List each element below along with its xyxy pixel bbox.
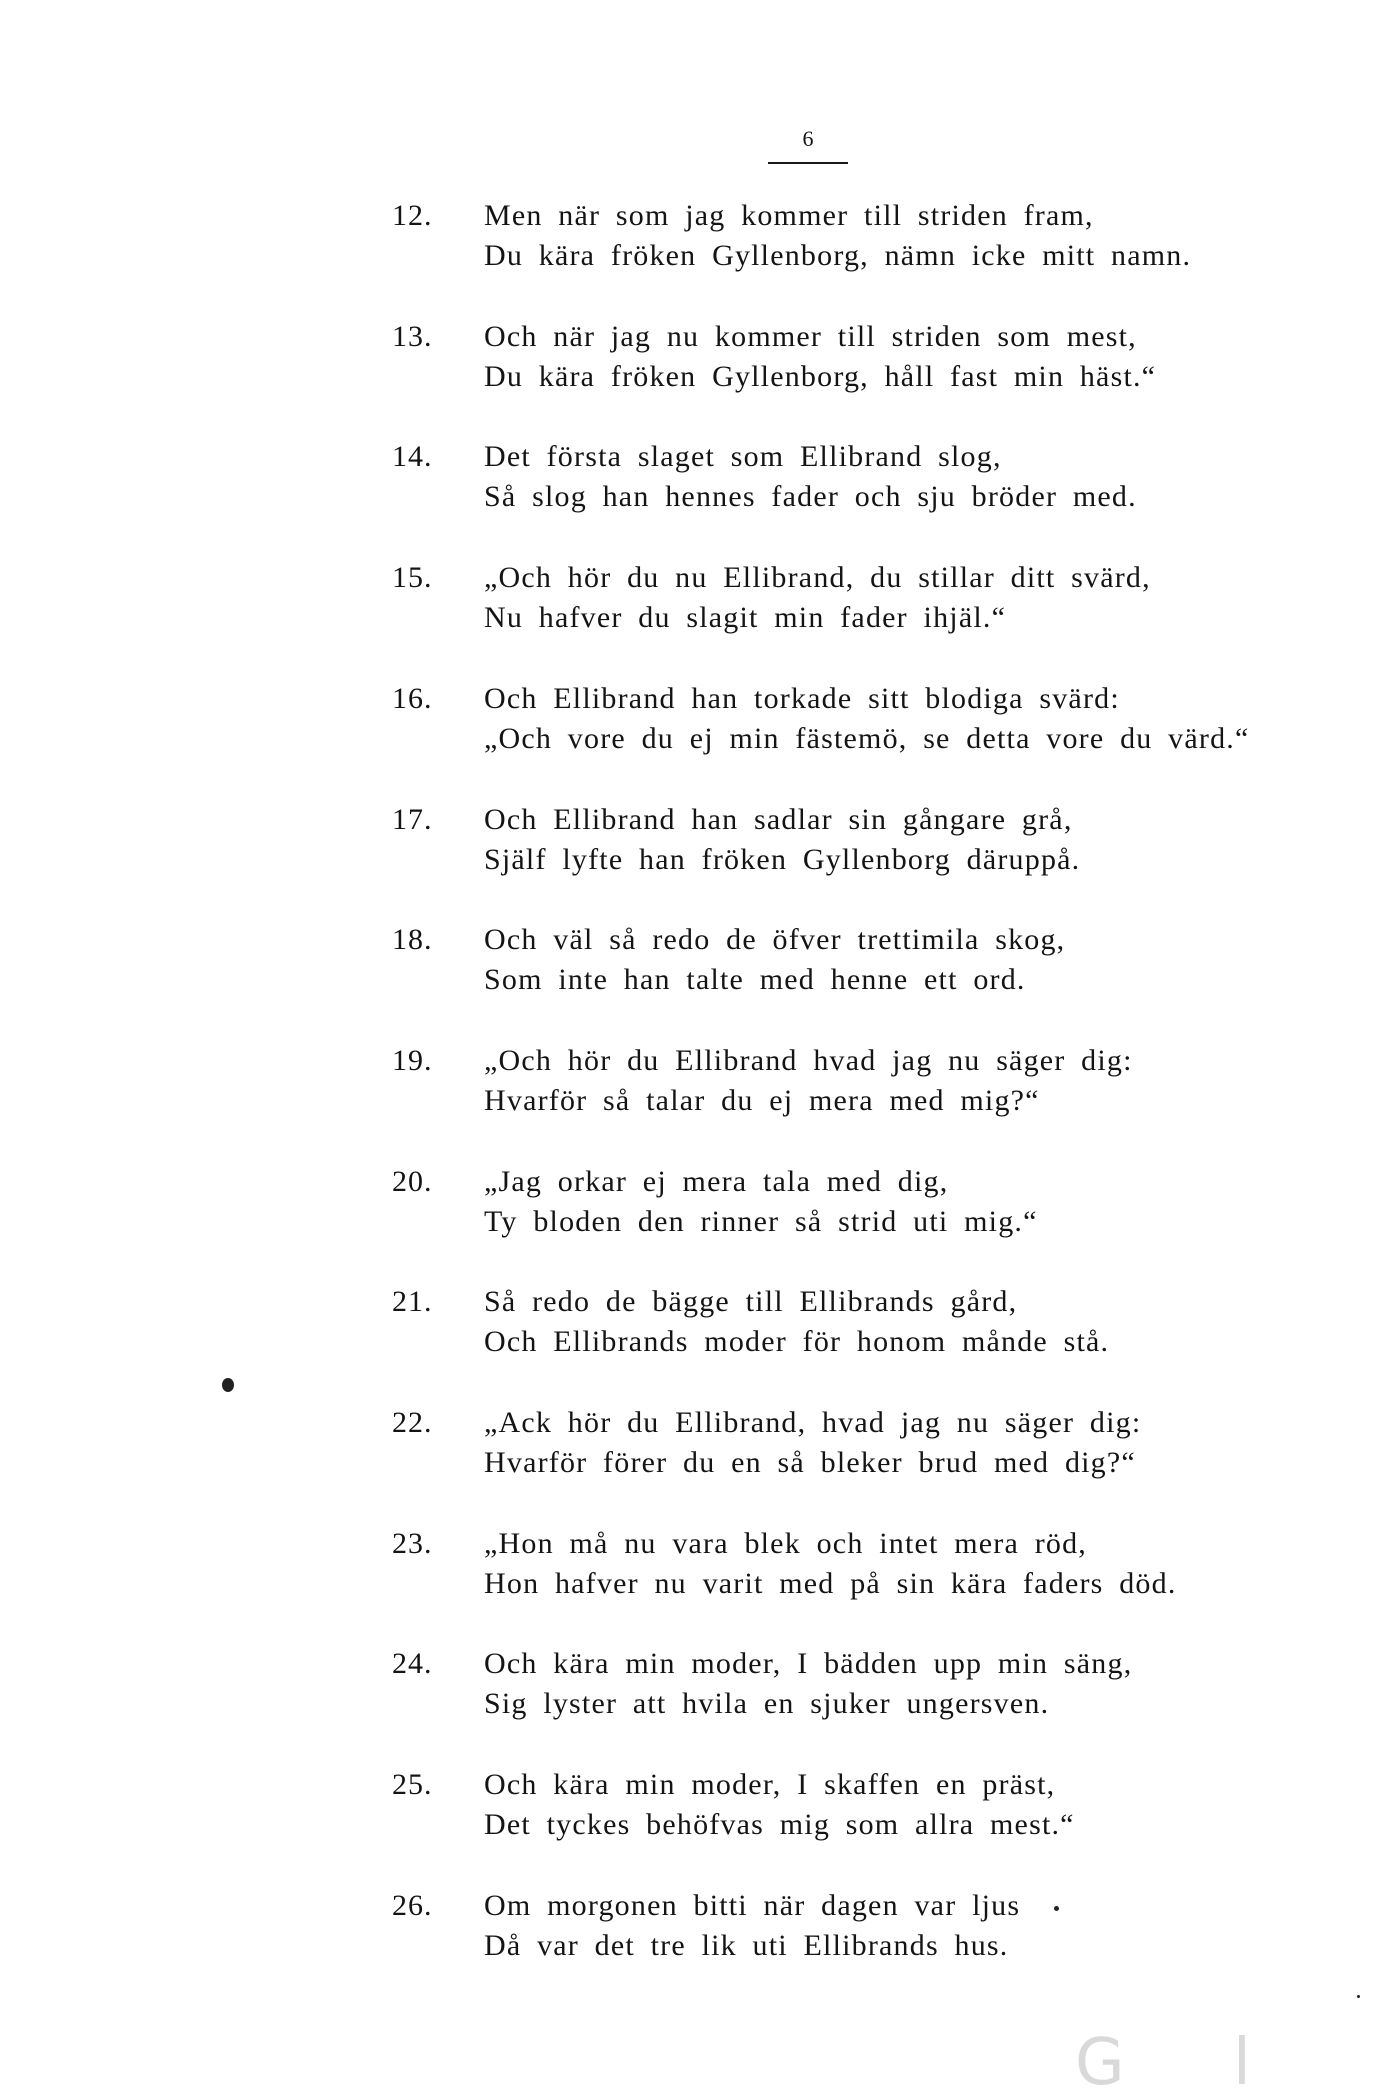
verse-line: „Och hör du nu Ellibrand, du stillar ditt svärd, — [484, 561, 1151, 594]
stanza-number: 26. — [392, 1889, 433, 1922]
ink-speck — [222, 1378, 234, 1392]
verse-line: Det tyckes behöfvas mig som allra mest.“ — [484, 1808, 1075, 1841]
verse-line: „Jag orkar ej mera tala med dig, — [484, 1165, 949, 1198]
stanza — [0, 196, 1400, 286]
verse-line: Ty bloden den rinner så strid uti mig.“ — [484, 1205, 1038, 1238]
verse-line: Själf lyfte han fröken Gyllenborg däruppå. — [484, 843, 1081, 876]
stanza-number: 17. — [392, 803, 433, 836]
stanza — [0, 1282, 1400, 1372]
page-number: 6 — [802, 126, 814, 151]
stanza-number: 20. — [392, 1165, 433, 1198]
stanza — [0, 1162, 1400, 1252]
stanza-number: 16. — [392, 682, 433, 715]
verse-line: Då var det tre lik uti Ellibrands hus. — [484, 1929, 1009, 1962]
stanza — [0, 558, 1400, 648]
page-number-rule — [768, 162, 848, 164]
verse-line: Och Ellibrand han sadlar sin gångare grå, — [484, 803, 1073, 836]
stanza — [0, 1644, 1400, 1734]
verse-line: Hvarför förer du en så bleker brud med dig?“ — [484, 1446, 1136, 1479]
verse-line: Men när som jag kommer till striden fram, — [484, 199, 1094, 232]
verse-line: Hvarför så talar du ej mera med mig?“ — [484, 1084, 1040, 1117]
stanza-number: 24. — [392, 1647, 433, 1680]
verse-line: Och Ellibrand han torkade sitt blodiga svärd: — [484, 682, 1120, 715]
stanza — [0, 1886, 1400, 1976]
verse-line: „Hon må nu vara blek och intet mera röd, — [484, 1527, 1087, 1560]
verse-line: „Ack hör du Ellibrand, hvad jag nu säger dig: — [484, 1406, 1142, 1439]
verse-line: Och när jag nu kommer till striden som mest, — [484, 320, 1137, 353]
verse-line: Du kära fröken Gyllenborg, håll fast min häst.“ — [484, 360, 1157, 393]
stanza — [0, 920, 1400, 1010]
verse-line: Nu hafver du slagit min fader ihjäl.“ — [484, 601, 1007, 634]
ink-speck — [1054, 1906, 1059, 1911]
verse-line: „Och vore du ej min fästemö, se detta vore du värd.“ — [484, 722, 1250, 755]
verse-line: Som inte han talte med henne ett ord. — [484, 963, 1026, 996]
verse-line: Och väl så redo de öfver trettimila skog, — [484, 923, 1066, 956]
stanza-number: 18. — [392, 923, 433, 956]
stanza — [0, 317, 1400, 407]
stanza-number: 25. — [392, 1768, 433, 1801]
ink-speck — [1357, 1995, 1360, 1998]
verse-line: Och kära min moder, I bädden upp min säng, — [484, 1647, 1133, 1680]
stanza-number: 23. — [392, 1527, 433, 1560]
stanza-number: 12. — [392, 199, 433, 232]
stanza-number: 21. — [392, 1285, 433, 1318]
stanza-number: 19. — [392, 1044, 433, 1077]
verse-line: Du kära fröken Gyllenborg, nämn icke mitt namn. — [484, 239, 1192, 272]
verse-line: Sig lyster att hvila en sjuker ungersven. — [484, 1687, 1050, 1720]
verse-line: Det första slaget som Ellibrand slog, — [484, 440, 1002, 473]
stanza — [0, 1041, 1400, 1131]
stanza-number: 15. — [392, 561, 433, 594]
stanza — [0, 800, 1400, 890]
verse-line: Och kära min moder, I skaffen en präst, — [484, 1768, 1056, 1801]
stanza-number: 13. — [392, 320, 433, 353]
stanza — [0, 679, 1400, 769]
verse-line: Om morgonen bitti när dagen var ljus — [484, 1889, 1021, 1922]
verse-line: Hon hafver nu varit med på sin kära faders död. — [484, 1567, 1177, 1600]
verse-line: Och Ellibrands moder för honom månde stå. — [484, 1325, 1110, 1358]
stanza-number: 22. — [392, 1406, 433, 1439]
stanza — [0, 1403, 1400, 1493]
stanza — [0, 437, 1400, 527]
stanza — [0, 1524, 1400, 1614]
verse-line: Så redo de bägge till Ellibrands gård, — [484, 1285, 1018, 1318]
stanza — [0, 1765, 1400, 1855]
watermark: G l — [1075, 2026, 1295, 2100]
stanza-number: 14. — [392, 440, 433, 473]
verse-line: „Och hör du Ellibrand hvad jag nu säger dig: — [484, 1044, 1133, 1077]
verse-line: Så slog han hennes fader och sju bröder med. — [484, 480, 1137, 513]
